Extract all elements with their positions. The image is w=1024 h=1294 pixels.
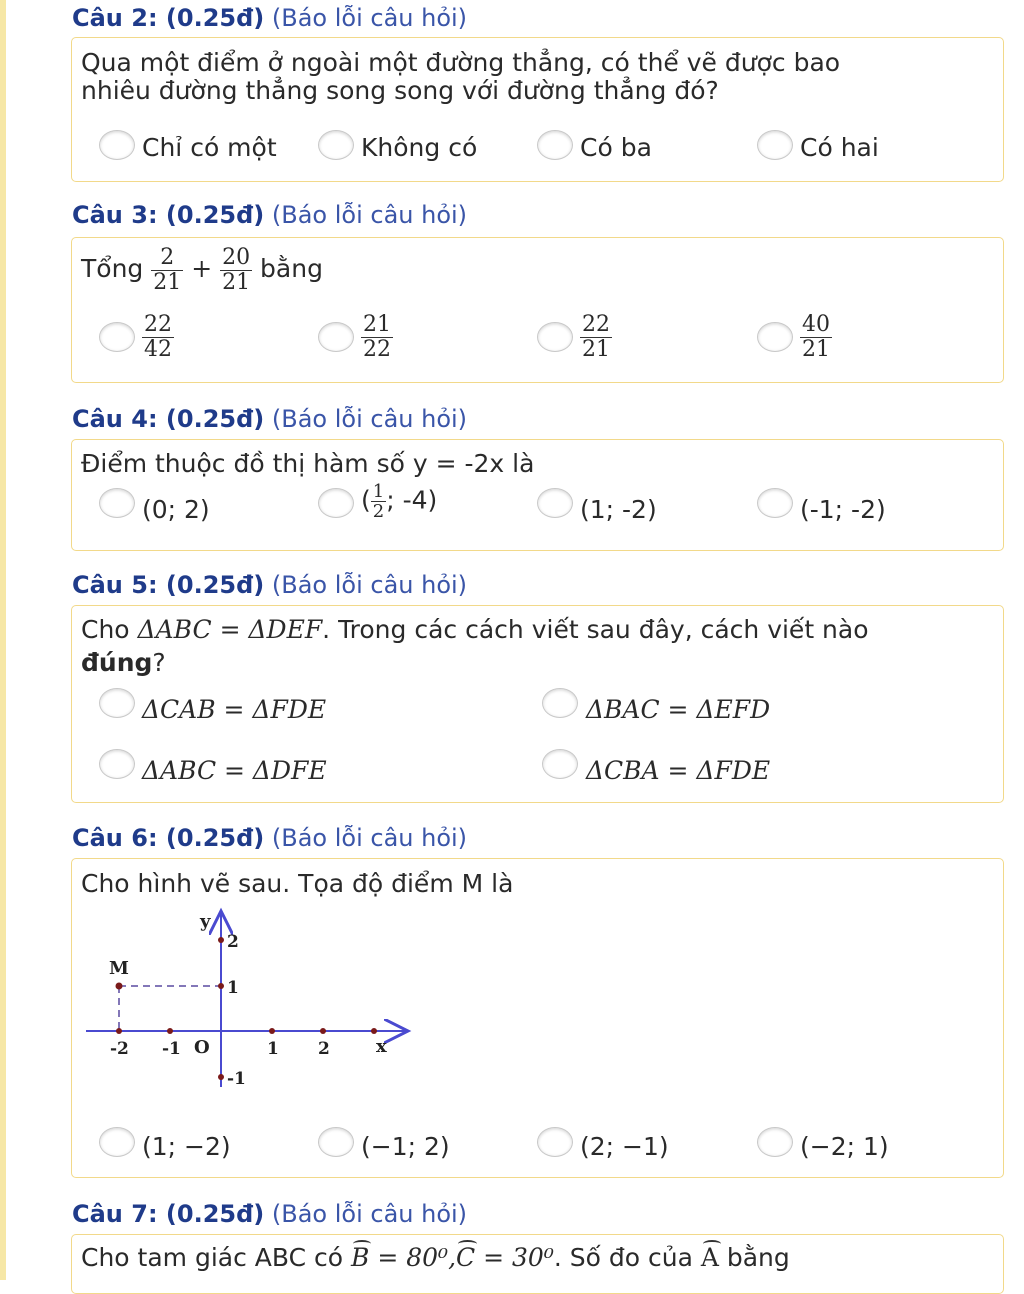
question-stem: Cho hình vẽ sau. Tọa độ điểm M là bbox=[81, 869, 514, 898]
answer-radio[interactable] bbox=[542, 688, 578, 718]
x-tick-label: -2 bbox=[110, 1039, 129, 1059]
answer-radio[interactable] bbox=[318, 1127, 354, 1157]
answer-radio[interactable] bbox=[99, 1127, 135, 1157]
answer-radio[interactable] bbox=[99, 688, 135, 718]
question-6-box bbox=[71, 858, 1004, 1178]
question-2-box bbox=[71, 37, 1004, 182]
report-error-link[interactable]: (Báo lỗi câu hỏi) bbox=[271, 4, 468, 32]
question-stem-line: Cho ΔABC = ΔDEF. Trong các cách viết sau đây, cách viết nào bbox=[81, 615, 869, 644]
y-tick-label: 1 bbox=[227, 978, 239, 998]
origin-label: O bbox=[194, 1037, 210, 1058]
question-4-heading bbox=[72, 405, 467, 433]
question-2-heading bbox=[72, 4, 467, 32]
question-6-number: Câu 6: (0.25đ) bbox=[72, 824, 265, 852]
y-tick-label: 2 bbox=[227, 932, 239, 952]
answer-radio[interactable] bbox=[537, 488, 573, 518]
answer-radio[interactable] bbox=[99, 322, 135, 352]
tick-point bbox=[218, 1074, 224, 1080]
answer-radio[interactable] bbox=[99, 488, 135, 518]
answer-radio[interactable] bbox=[757, 1127, 793, 1157]
answer-option[interactable]: ΔCBA = ΔFDE bbox=[586, 756, 771, 785]
point-m bbox=[116, 983, 123, 990]
answer-radio[interactable] bbox=[318, 322, 354, 352]
answer-option[interactable]: Không có bbox=[361, 133, 478, 162]
question-7-number: Câu 7: (0.25đ) bbox=[72, 1200, 265, 1228]
report-error-link[interactable]: (Báo lỗi câu hỏi) bbox=[271, 1200, 468, 1228]
answer-option[interactable]: (2; −1) bbox=[580, 1132, 669, 1161]
y-axis-label: y bbox=[200, 911, 211, 932]
answer-option[interactable]: ΔCAB = ΔFDE bbox=[142, 695, 327, 724]
question-4-number: Câu 4: (0.25đ) bbox=[72, 405, 265, 433]
answer-radio[interactable] bbox=[542, 749, 578, 779]
question-7-box bbox=[71, 1234, 1004, 1294]
question-stem bbox=[81, 244, 323, 295]
answer-radio[interactable] bbox=[537, 1127, 573, 1157]
answer-option[interactable]: Chỉ có một bbox=[142, 133, 277, 162]
page-left-rule bbox=[0, 0, 6, 1280]
x-tick-label: -1 bbox=[162, 1039, 181, 1059]
answer-option[interactable]: (-1; -2) bbox=[800, 495, 886, 524]
question-stem: Cho tam giác ABC có B = 80⁰,C = 30⁰. Số đo của A bằng bbox=[81, 1243, 790, 1272]
point-m-label: M bbox=[109, 958, 129, 979]
answer-option[interactable]: Có hai bbox=[800, 133, 879, 162]
question-stem-line: đúng? bbox=[81, 648, 166, 677]
answer-option[interactable]: ΔABC = ΔDFE bbox=[142, 756, 327, 785]
question-3-number: Câu 3: (0.25đ) bbox=[72, 201, 265, 229]
answer-radio[interactable] bbox=[537, 130, 573, 160]
answer-radio[interactable] bbox=[757, 322, 793, 352]
stem-text: Tổng bbox=[81, 254, 144, 283]
answer-radio[interactable] bbox=[99, 749, 135, 779]
answer-radio[interactable] bbox=[318, 488, 354, 518]
x-tick-label: 1 bbox=[267, 1039, 279, 1059]
answer-option[interactable]: (0; 2) bbox=[142, 495, 210, 524]
stem-text: bằng bbox=[260, 254, 323, 283]
question-5-number: Câu 5: (0.25đ) bbox=[72, 571, 265, 599]
x-tick-label: 2 bbox=[318, 1039, 330, 1059]
answer-option[interactable]: ΔBAC = ΔEFD bbox=[586, 695, 771, 724]
answer-option[interactable]: $\frac{21}{22}$ bbox=[363, 312, 391, 362]
answer-option[interactable]: (1; −2) bbox=[142, 1132, 231, 1161]
report-error-link[interactable]: (Báo lỗi câu hỏi) bbox=[271, 201, 468, 229]
answer-option[interactable]: ( $\frac{1}{2}$ ; -4) bbox=[361, 481, 438, 522]
answer-radio[interactable] bbox=[757, 488, 793, 518]
coordinate-figure bbox=[82, 907, 422, 1097]
report-error-link[interactable]: (Báo lỗi câu hỏi) bbox=[271, 824, 468, 852]
answer-radio[interactable] bbox=[318, 130, 354, 160]
answer-radio[interactable] bbox=[99, 130, 135, 160]
y-tick-label: -1 bbox=[227, 1069, 246, 1089]
tick-point bbox=[167, 1028, 173, 1034]
answer-radio[interactable] bbox=[757, 130, 793, 160]
question-2-number: Câu 2: (0.25đ) bbox=[72, 4, 265, 32]
tick-point bbox=[269, 1028, 275, 1034]
question-6-heading bbox=[72, 824, 467, 852]
tick-point bbox=[320, 1028, 326, 1034]
tick-point bbox=[218, 937, 224, 943]
answer-option[interactable]: $\frac{22}{21}$ bbox=[582, 312, 610, 362]
question-stem-line: nhiêu đường thẳng song song với đường thẳng đó? bbox=[81, 76, 719, 105]
fraction: $\frac{20}{21}$ bbox=[222, 244, 251, 295]
tick-point bbox=[116, 1028, 122, 1034]
question-5-heading bbox=[72, 571, 467, 599]
fraction: $\frac{2}{21}$ bbox=[153, 244, 182, 295]
answer-option[interactable]: Có ba bbox=[580, 133, 652, 162]
answer-option[interactable]: (−1; 2) bbox=[361, 1132, 450, 1161]
answer-option[interactable]: $\frac{22}{42}$ bbox=[144, 312, 172, 362]
question-4-box bbox=[71, 439, 1004, 551]
answer-radio[interactable] bbox=[537, 322, 573, 352]
x-axis-label: x bbox=[376, 1036, 387, 1057]
question-5-box bbox=[71, 605, 1004, 803]
answer-option[interactable]: $\frac{40}{21}$ bbox=[802, 312, 830, 362]
question-7-heading bbox=[72, 1200, 467, 1228]
answer-option[interactable]: (−2; 1) bbox=[800, 1132, 889, 1161]
answer-option[interactable]: (1; -2) bbox=[580, 495, 657, 524]
tick-point bbox=[218, 983, 224, 989]
report-error-link[interactable]: (Báo lỗi câu hỏi) bbox=[271, 571, 468, 599]
plus-sign: + bbox=[191, 254, 213, 283]
question-3-heading bbox=[72, 201, 467, 229]
tick-point bbox=[371, 1028, 377, 1034]
question-stem: Điểm thuộc đồ thị hàm số y = -2x là bbox=[81, 449, 535, 478]
report-error-link[interactable]: (Báo lỗi câu hỏi) bbox=[271, 405, 468, 433]
question-3-box bbox=[71, 237, 1004, 383]
question-stem-line: Qua một điểm ở ngoài một đường thẳng, có thể vẽ được bao bbox=[81, 48, 841, 77]
